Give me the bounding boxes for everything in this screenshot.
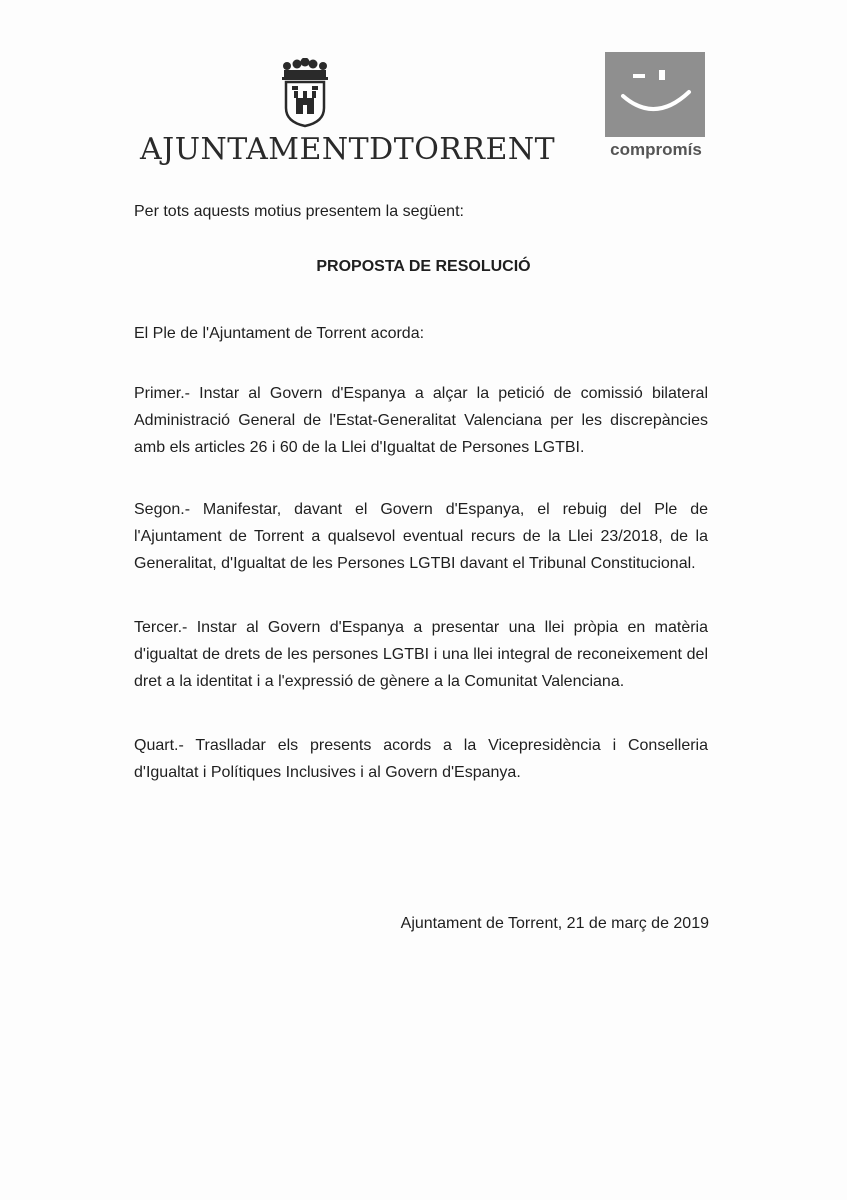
compromis-logo	[605, 52, 707, 167]
signoff-date: Ajuntament de Torrent, 21 de març de 2019	[400, 915, 709, 932]
resolution-lead: El Ple de l'Ajuntament de Torrent acorda:	[134, 325, 425, 342]
ajuntament-wordmark: AJUNTAMENTDTORRENT	[140, 132, 556, 167]
resolution-item-segon: Segon.- Manifestar, davant el Govern d'Espanya, el rebuig del Ple de l'Ajuntament de Torrent a qualsevol eventual recurs de la Llei 23/2018, de la Generalitat, d'Igualtat de les Persones LGTBI davant el Tribunal Constitucional.	[134, 501, 708, 572]
intro-line: Per tots aquests motius presentem la següent:	[134, 203, 464, 220]
compromis-wordmark: compromís	[610, 140, 702, 159]
resolution-item-quart: Quart.- Traslladar els presents acords a la Vicepresidència i Conselleria d'Igualtat i Polítiques Inclusives i al Govern d'Espanya.	[134, 737, 708, 781]
resolution-item-tercer: Tercer.- Instar al Govern d'Espanya a presentar una llei pròpia en matèria d'igualtat de drets de les persones LGTBI i una llei integral de reconeixement del dret a la identitat i a l'expressió de gènere a la Comunitat Valenciana.	[134, 619, 708, 690]
compromis-square	[605, 52, 705, 137]
proposal-heading: PROPOSTA DE RESOLUCIÓ	[316, 258, 531, 275]
torrent-coat-of-arms-icon	[274, 58, 336, 128]
ajuntament-logo	[140, 58, 556, 168]
winking-smile-icon	[605, 52, 705, 137]
resolution-item-primer: Primer.- Instar al Govern d'Espanya a alçar la petició de comissió bilateral Administració General de l'Estat-Generalitat Valenciana per les discrepàncies amb els articles 26 i 60 de la Llei d'Igualtat de Persones LGTBI.	[134, 385, 708, 456]
